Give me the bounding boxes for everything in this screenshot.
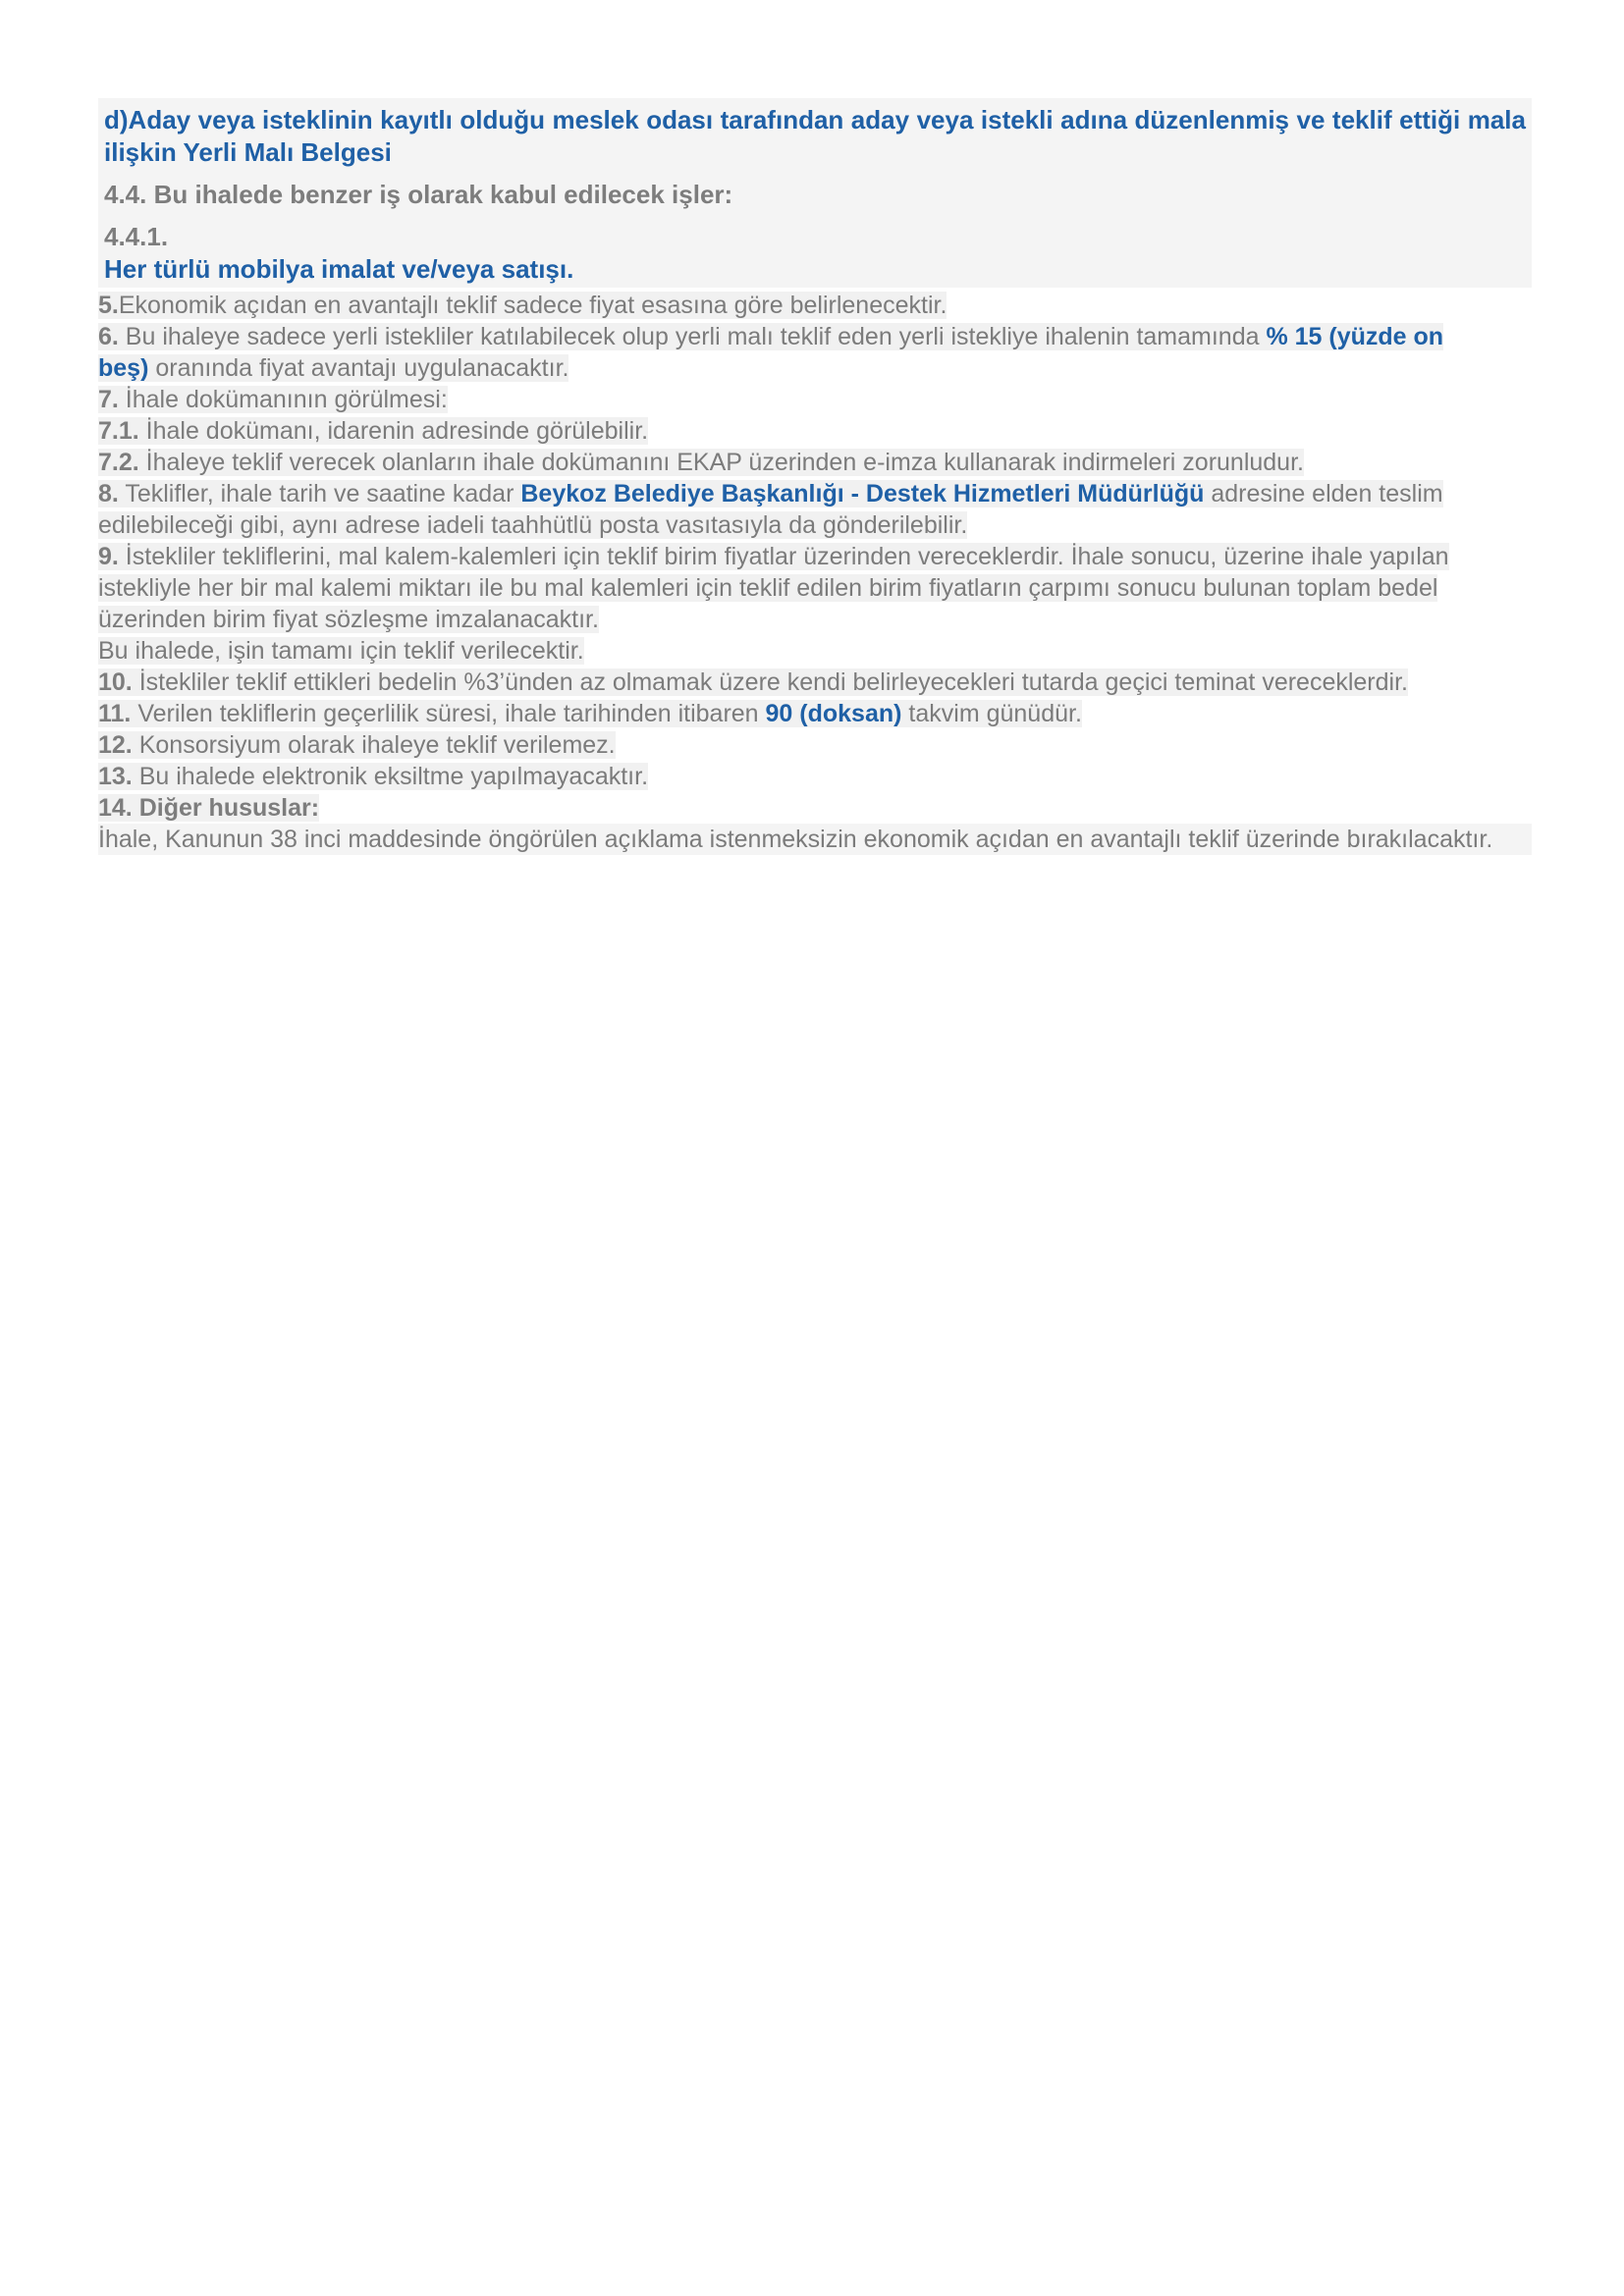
item-7-1-text: İhale dokümanı, idarenin adresinde görülebilir. [138,417,649,445]
item-5-number: 5. [98,292,119,319]
item-10 [98,667,1434,698]
item-11-validity-period: 90 (doksan) [765,700,902,727]
item-14-title: Diğer hususlar: [132,794,320,822]
item-6 [98,321,1453,384]
criteria-box [98,98,1532,288]
item-7-1 [98,415,1532,447]
section-d-paragraph: d)Aday veya isteklinin kayıtlı olduğu meslek odası tarafından aday veya istekli adına düzenlenmiş ve teklif ettiği mala ilişkin Yerli Malı Belgesi [104,105,1526,167]
item-14-number: 14. [98,794,133,822]
section-4-4-1 [104,221,1526,286]
item-11-number: 11. [98,700,132,727]
item-11-text-2: takvim günüdür. [901,700,1082,727]
item-14-text: İhale, Kanunun 38 inci maddesinde öngörülen açıklama istenmeksizin ekonomik açıdan en avantajlı teklif üzerinde bırakılacaktır. [98,824,1532,855]
item-9-text: İstekliler tekliflerini, mal kalem-kalemleri için teklif birim fiyatlar üzerinden vereceklerdir. İhale sonucu, üzerine ihale yapılan istekliyle her bir mal kalemi miktarı ile bu mal kalemleri için teklif edilen birim fiyatların çarpımı sonucu bulunan toplam bedel üzerinden birim fiyat sözleşme imzalanacaktır. [98,543,1449,633]
item-9 [98,541,1532,635]
item-7-1-number: 7.1. [98,417,139,445]
section-4-4-1-text: Her türlü mobilya imalat ve/veya satışı. [104,254,574,284]
item-7-number: 7. [98,386,119,413]
item-12 [98,729,1532,761]
item-13-number: 13. [98,763,133,790]
item-8-number: 8. [98,480,119,507]
item-7-text: İhale dokümanının görülmesi: [118,386,448,413]
item-11-text-1: Verilen tekliflerin geçerlilik süresi, ihale tarihinden itibaren [131,700,766,727]
item-5 [98,290,1532,321]
item-9-extra [98,635,1532,667]
item-8-administration-name: Beykoz Belediye Başkanlığı - Destek Hizmetleri Müdürlüğü [520,480,1205,507]
item-7-2 [98,447,1532,478]
item-13 [98,761,1532,792]
section-4-4-1-number: 4.4.1. [104,222,169,251]
item-7 [98,384,1532,415]
item-6-discount-rate: % 15 (yüzde on beş) [98,323,1444,382]
item-13-text: Bu ihalede elektronik eksiltme yapılmayacaktır. [132,763,649,790]
section-4-4-heading: 4.4. Bu ihalede benzer iş olarak kabul edilecek işler: [104,180,733,209]
item-9-number: 9. [98,543,119,570]
item-5-text: Ekonomik açıdan en avantajlı teklif sadece fiyat esasına göre belirlenecektir. [118,292,947,319]
item-14 [98,792,1532,824]
item-12-number: 12. [98,731,133,759]
tender-terms [98,290,1532,855]
item-12-text: Konsorsiyum olarak ihaleye teklif verilemez. [132,731,616,759]
item-11 [98,698,1532,729]
item-10-text: İstekliler teklif ettikleri bedelin %3’ünden az olmamak üzere kendi belirleyecekleri tutarda geçici teminat vereceklerdir. [132,668,1408,696]
item-7-2-text: İhaleye teklif verecek olanların ihale dokümanını EKAP üzerinden e-imza kullanarak indirmeleri zorunludur. [138,449,1304,476]
item-8 [98,478,1532,541]
document-page [98,98,1532,855]
item-7-2-number: 7.2. [98,449,139,476]
item-6-text-1: Bu ihaleye sadece yerli istekliler katılabilecek olup yerli malı teklif eden yerli istekliye ihalenin tamamında [118,323,1267,350]
item-10-number: 10. [98,668,133,696]
item-8-text-2: adresine elden teslim edilebileceği gibi, aynı adrese iadeli taahhütlü posta vasıtasıyla da gönderilebilir. [98,480,1443,539]
item-6-text-2: oranında fiyat avantajı uygulanacaktır. [148,354,569,382]
item-8-text-1: Teklifler, ihale tarih ve saatine kadar [118,480,521,507]
item-9-extra-text: Bu ihalede, işin tamamı için teklif verilecektir. [98,637,584,665]
item-6-number: 6. [98,323,119,350]
